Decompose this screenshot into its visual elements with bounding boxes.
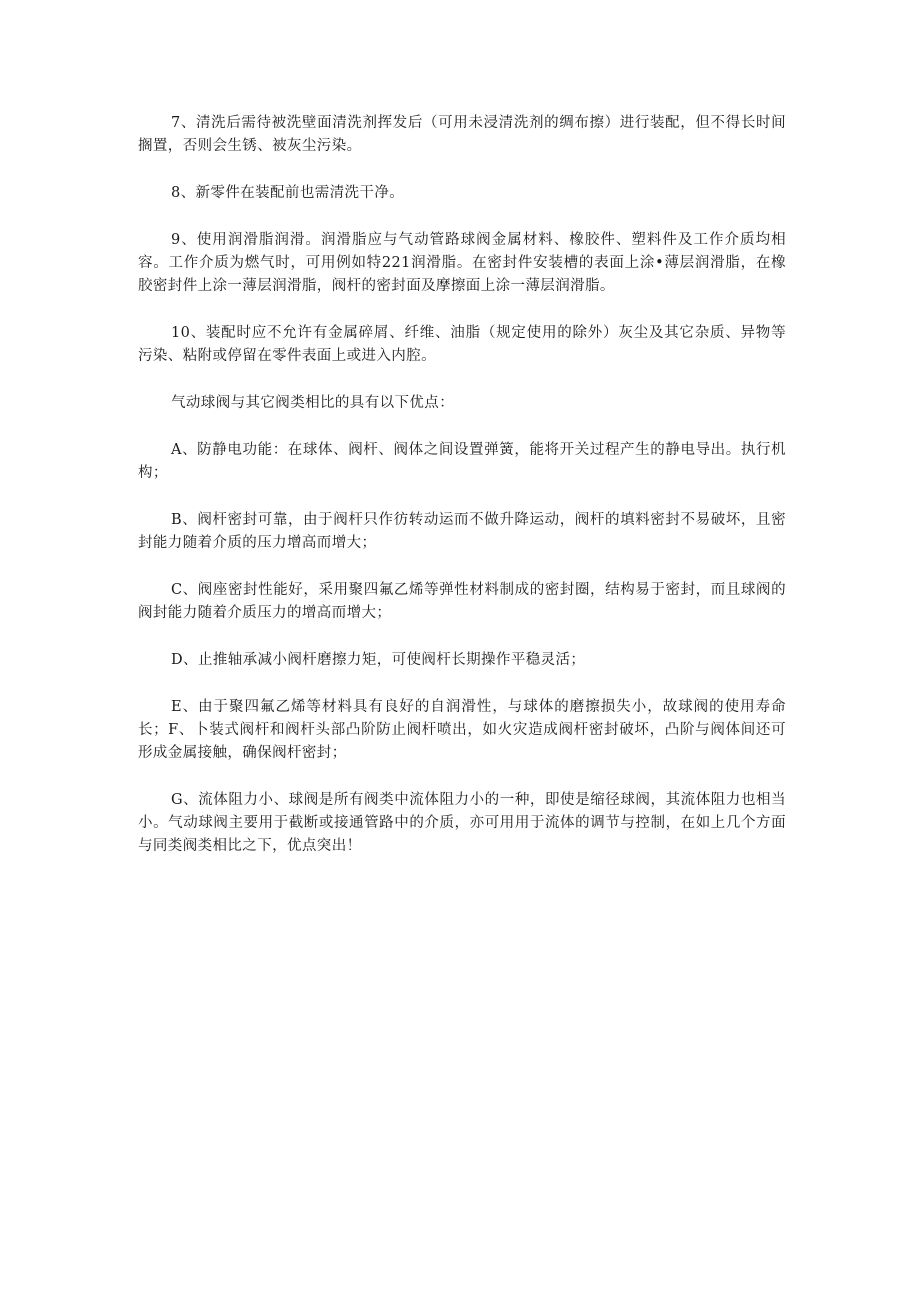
advantage-c: C、阀座密封性能好，采用聚四氟乙烯等弹性材料制成的密封圈，结构易于密封，而且球阀的阀封能力随着介质压力的增高而增大； — [138, 582, 786, 621]
advantages-intro: 气动球阀与其它阀类相比的具有以下优点： — [171, 395, 455, 411]
paragraph-item-10: 10、装配时应不允许有金属碎屑、纤维、油脂（规定使用的除外）灰尘及其它杂质、异物等污染、粘附或停留在零件表面上或进入内腔。 — [138, 325, 786, 364]
advantage-b: B、阀杆密封可靠，由于阀杆只作彷转动运而不做升降运动，阀杆的填料密封不易破坏，且密封能力随着介质的压力增高而增大； — [138, 512, 786, 551]
paragraph-item-9: 9、使用润滑脂润滑。润滑脂应与气动管路球阀金属材料、橡胶件、塑料件及工作介质均相容。工作介质为燃气时，可用例如特221润滑脂。在密封件安装槽的表面上涂•薄层润滑脂，在橡胶密封件上涂一薄层润滑脂，阀杆的密封面及摩擦面上涂一薄层润滑脂。 — [138, 232, 786, 294]
paragraph-item-7: 7、清洗后需待被洗壁面清洗剂挥发后（可用未浸清洗剂的绸布擦）进行装配，但不得长时间搁置，否则会生锈、被灰尘污染。 — [138, 115, 786, 154]
paragraph-item-8: 8、新零件在装配前也需清洗干净。 — [171, 185, 405, 201]
advantage-d: D、止推轴承减小阀杆磨擦力矩，可使阀杆长期操作平稳灵活； — [171, 652, 586, 668]
advantage-g: G、流体阻力小、球阀是所有阀类中流体阻力小的一种，即使是缩径球阀，其流体阻力也相当小。气动球阀主要用于截断或接通管路中的介质，亦可用用于流体的调节与控制，在如上几个方面与同类阀类相比之下，优点突出！ — [138, 792, 786, 854]
advantage-e-f: E、由于聚四氟乙烯等材料具有良好的自润滑性，与球体的磨擦损失小，故球阀的使用寿命长；F、卜装式阀杆和阀杆头部凸阶防止阀杆喷出，如火灾造成阀杆密封破坏，凸阶与阀体间还可形成金属接触，确保阀杆密封； — [138, 699, 786, 761]
document-body — [138, 112, 786, 882]
advantage-a: A、防静电功能：在球体、阀杆、阀体之间设置弹簧，能将开关过程产生的静电导出。执行机构； — [138, 442, 786, 481]
